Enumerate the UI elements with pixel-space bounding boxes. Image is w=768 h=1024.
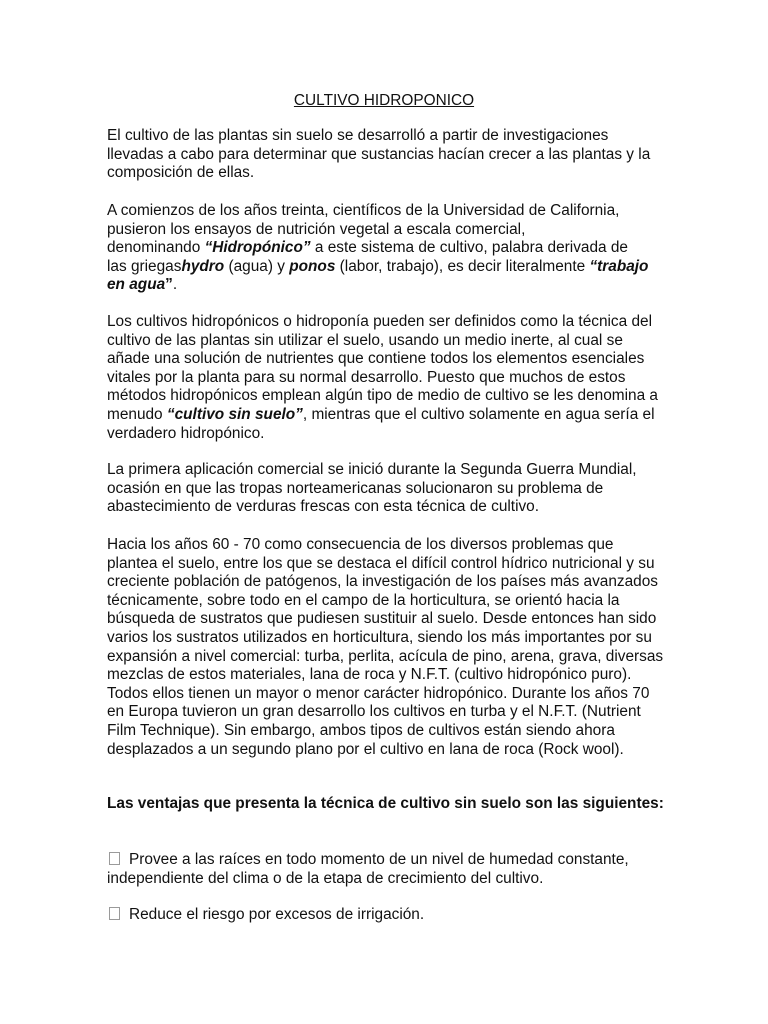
paragraph-origin [107,202,667,295]
definition-text-1: Los cultivos hidropónicos o hidroponía pueden ser definidos como la técnica del cultivo de las plantas sin utilizar el suelo, usando un medio inerte, al cual se añade una solución de nutrientes que contiene todos los elementos esenciales vitales por la planta para su normal desarrollo. Puesto que muchos de estos métodos hidropónicos emplean algún tipo de medio de cultivo se les denomina a menudo [107,313,658,423]
checkbox-icon [109,852,120,865]
origin-text-1: A comienzos de los años treinta, científicos de la Universidad de California, pusieron los ensayos de nutrición vegetal a escala comercial, [107,202,620,238]
term-cultivo-sin-suelo: “cultivo sin suelo” [166,405,303,423]
checkbox-icon [109,907,120,920]
term-ponos: ponos [289,257,336,275]
document-title: CULTIVO HIDROPONICO [293,92,475,109]
origin-text-3: a este sistema de cultivo, palabra derivada de [310,239,628,257]
definition-text-2: , mientras que el cultivo solamente en agua sería el verdadero hidropónico. [107,405,655,442]
paragraph-history: Hacia los años 60 - 70 como consecuencia de los diversos problemas que plantea el suelo, entre los que se destaca el difícil control hídrico nutricional y su creciente población de patógenos, la investigación de los países más avanzados técnicamente, sobre todo en el campo de la horticultura, se orientó hacia la búsqueda de sustratos que pudiesen sustituir al suelo. Desde entonces han sido varios los sustratos utilizados en horticultura, siendo los más importantes por su expansión a nivel comercial: turba, perlita, acícula de pino, arena, grava, diversas mezclas de estos materiales, lana de roca y N.F.T. (cultivo hidropónico puro). Todos ellos tienen un mayor o menor carácter hidropónico. Durante los años 70 en Europa tuvieron un gran desarrollo los cultivos en turba y el N.F.T. (Nutrient Film Technique). Sin embargo, ambos tipos de cultivos están siendo ahora desplazados a un segundo plano por el cultivo en lana de roca (Rock wool). [107,536,664,758]
advantages-heading: Las ventajas que presenta la técnica de cultivo sin suelo son las siguientes: [107,795,664,812]
term-trabajo-en-agua: “trabajo en agua [107,257,649,294]
bullet-item [107,906,667,925]
bullet-text: Reduce el riesgo por excesos de irrigación. [129,906,425,923]
term-hydro: hydro [181,257,225,275]
origin-text-4: las griegas [107,257,182,275]
bullet-item [107,851,667,888]
origin-text-2: denominando [107,239,205,257]
paragraph-first-application: La primera aplicación comercial se inició durante la Segunda Guerra Mundial, ocasión en que las tropas norteamericanas solucionaron su problema de abastecimiento de verduras frescas con esta técnica de cultivo. [107,461,637,516]
paragraph-intro: El cultivo de las plantas sin suelo se desarrolló a partir de investigaciones llevadas a cabo para determinar que sustancias hacían crecer a las plantas y la composición de ellas. [107,127,651,182]
origin-text-7: . [172,276,178,294]
origin-text-6: (labor, trabajo), es decir literalmente [335,257,590,275]
closing-quote: ” [165,276,173,294]
term-hidroponico: “Hidropónico” [204,239,311,257]
paragraph-definition [107,313,667,443]
origin-text-5: (agua) y [224,257,290,275]
bullet-text: Provee a las raíces en todo momento de un nivel de humedad constante, independiente del clima o de la etapa de crecimiento del cultivo. [107,851,629,887]
